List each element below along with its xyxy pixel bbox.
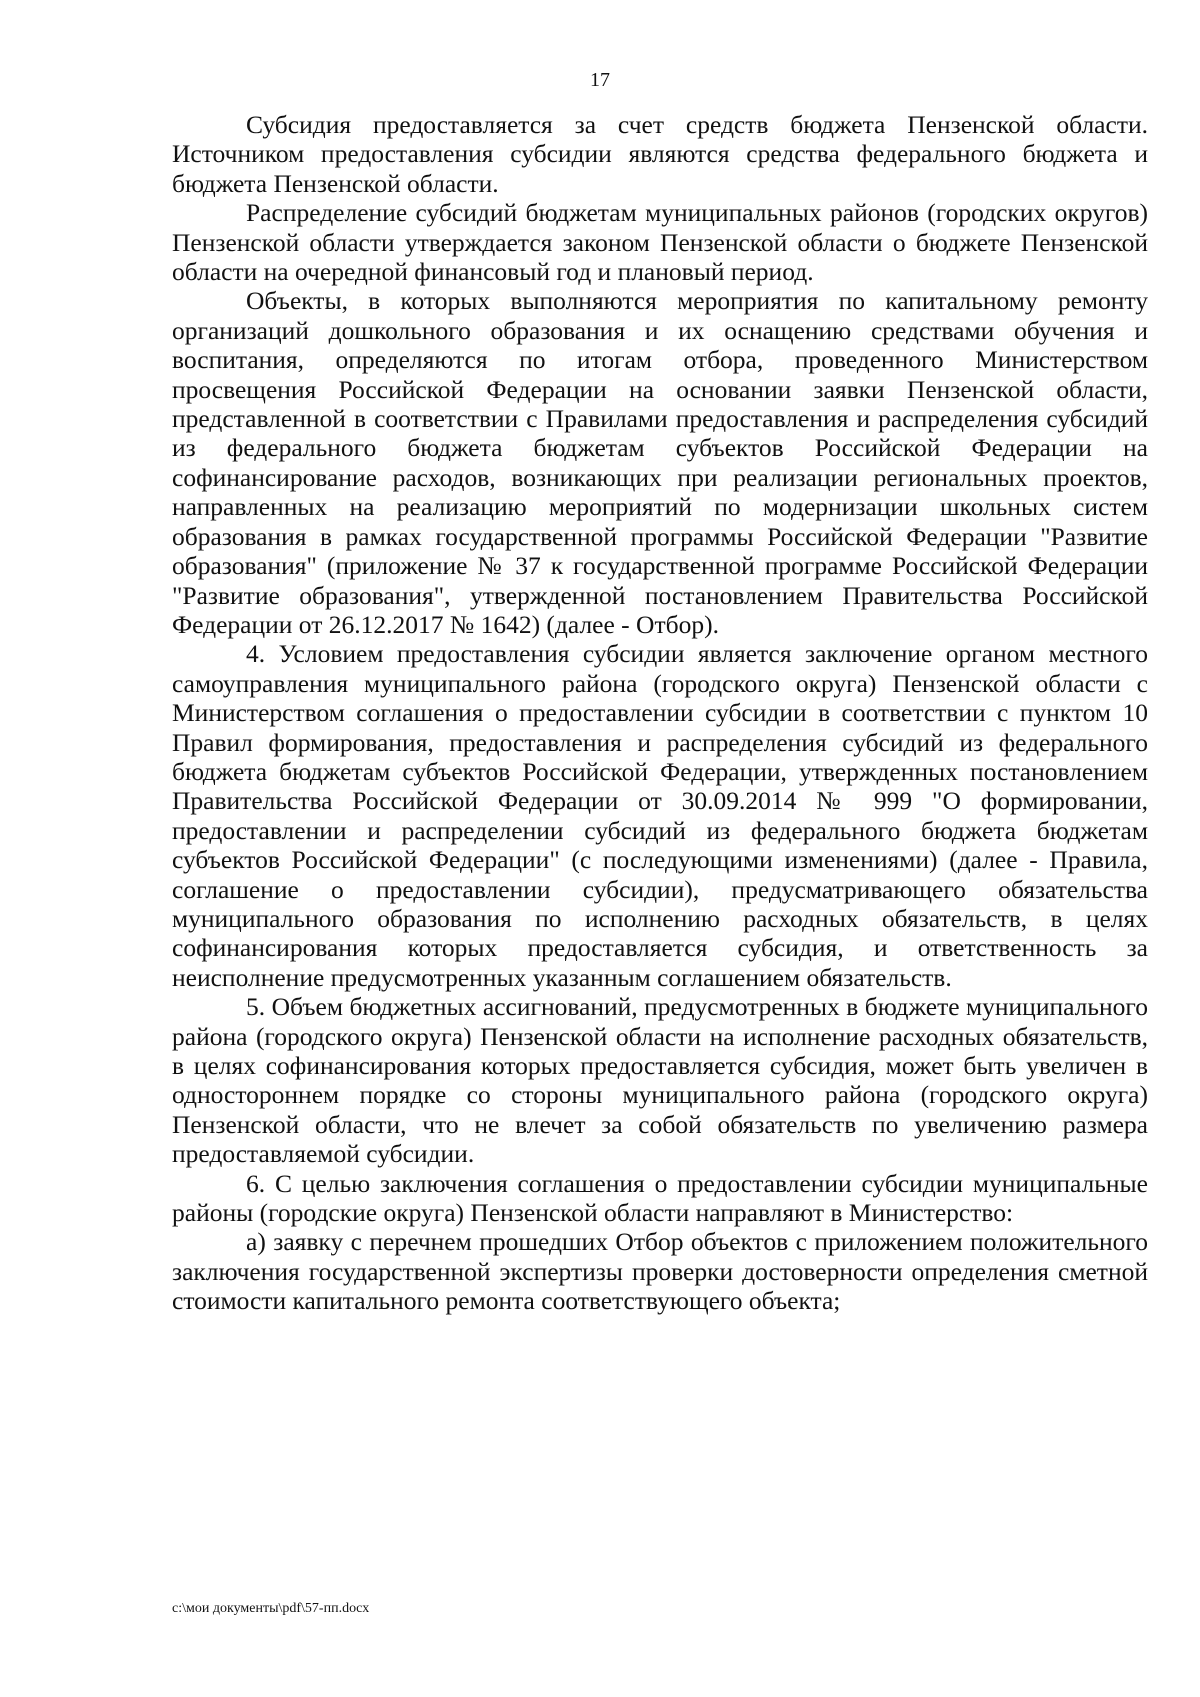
paragraph-subsidy-source: Субсидия предоставляется за счет средств бюджета Пензенской области. Источником предоставления субсидии являются средства федерального бюджета и бюджета Пензенской области. — [172, 110, 1148, 198]
paragraph-subsidy-distribution: Распределение субсидий бюджетам муниципальных районов (городских округов) Пензенской области утверждается законом Пензенской области о бюджете Пензенской области на очередной финансовый год и плановый период. — [172, 198, 1148, 287]
paragraph-item-4: 4. Условием предоставления субсидии является заключение органом местного самоуправления муниципального района (городского округа) Пензенской области с Министерством соглашения о предоставлении субсидии в соответствии с пунктом 10 Правил формирования, предоставления и распределения субсидий из федерального бюджета бюджетам субъектов Российской Федерации, утвержденных постановлением Правительства Российской Федерации от 30.09.2014 № 999 "О формировании, предоставлении и распределении субсидий из федерального бюджета бюджетам субъектов Российской Федерации" (с последующими изменениями) (далее - Правила, соглашение о предоставлении субсидии), предусматривающего обязательства муниципального образования по исполнению расходных обязательств, в целях софинансирования которых предоставляется субсидия, и ответственность за неисполнение предусмотренных указанным соглашением обязательств. — [172, 639, 1148, 992]
paragraph-item-5: 5. Объем бюджетных ассигнований, предусмотренных в бюджете муниципального района (городского округа) Пензенской области на исполнение расходных обязательств, в целях софинансирования которых предоставляется субсидия, может быть увеличен в одностороннем порядке со стороны муниципального района (городского округа) Пензенской области, что не влечет за собой обязательств по увеличению размера предоставляемой субсидии. — [172, 992, 1148, 1169]
document-body — [172, 110, 1148, 1316]
paragraph-objects-selection: Объекты, в которых выполняются мероприятия по капитальному ремонту организаций дошкольного образования и их оснащению средствами обучения и воспитания, определяются по итогам отбора, проведенного Министерством просвещения Российской Федерации на основании заявки Пензенской области, представленной в соответствии с Правилами предоставления и распределения субсидий из федерального бюджета бюджетам субъектов Российской Федерации на софинансирование расходов, возникающих при реализации региональных проектов, направленных на реализацию мероприятий по модернизации школьных систем образования в рамках государственной программы Российской Федерации "Развитие образования" (приложение № 37 к государственной программе Российской Федерации "Развитие образования", утвержденной постановлением Правительства Российской Федерации от 26.12.2017 № 1642) (далее - Отбор). — [172, 286, 1148, 639]
paragraph-item-6a: а) заявку с перечнем прошедших Отбор объектов с приложением положительного заключения государственной экспертизы проверки достоверности определения сметной стоимости капитального ремонта соответствующего объекта; — [172, 1227, 1148, 1316]
paragraph-item-6: 6. С целью заключения соглашения о предоставлении субсидии муниципальные районы (городские округа) Пензенской области направляют в Министерство: — [172, 1168, 1148, 1228]
footer-file-path: c:\мои документы\pdf\57-пп.docx — [172, 1601, 370, 1616]
page-number: 17 — [590, 69, 610, 91]
